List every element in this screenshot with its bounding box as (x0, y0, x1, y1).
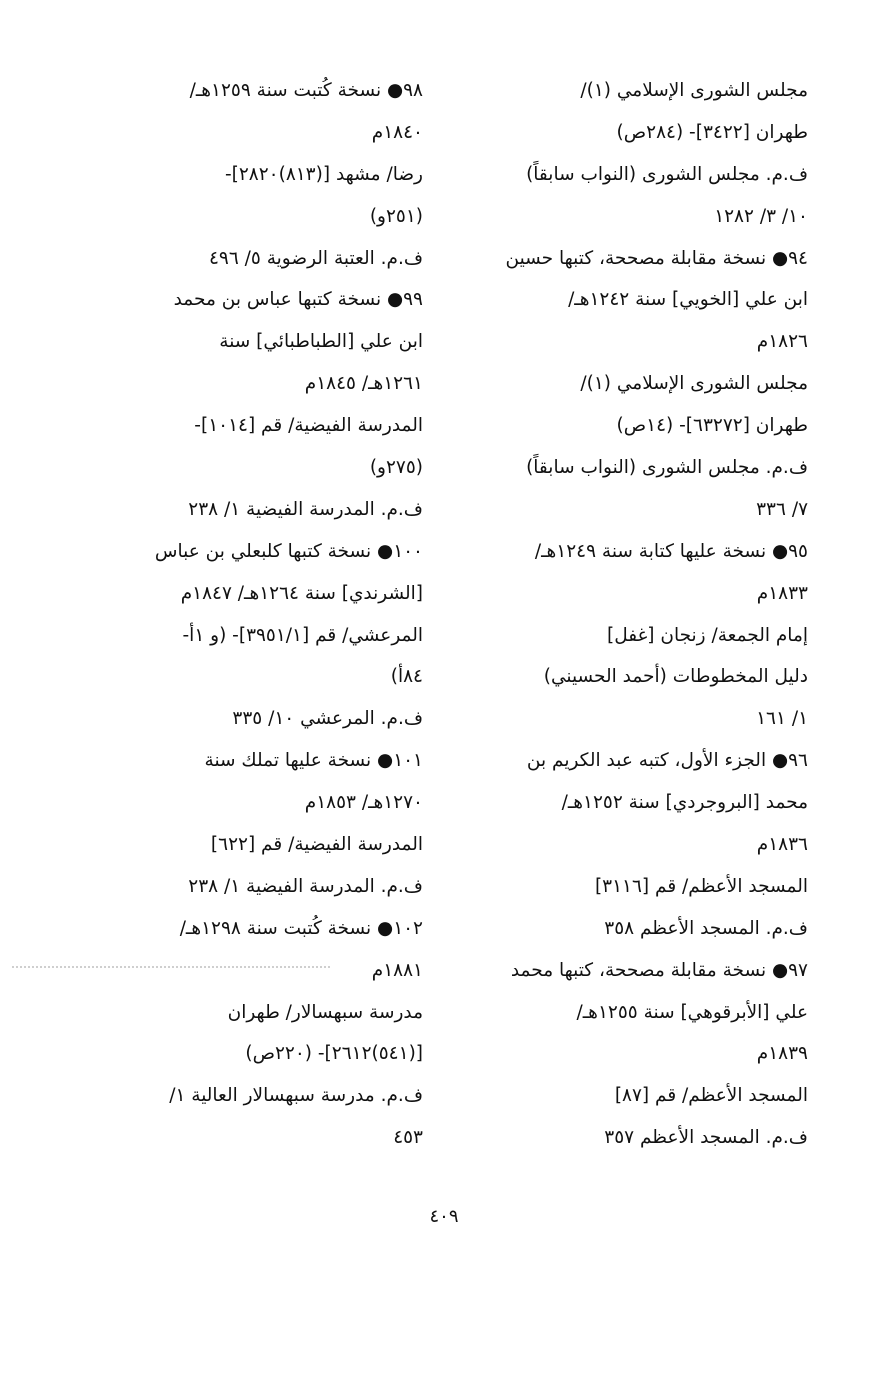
text-line: محمد [البروجردي] سنة ١٢٥٢هـ/ (561, 792, 808, 814)
entry-95-line: ٩٥● نسخة عليها كتابة سنة ١٢٤٩هـ/ (534, 540, 808, 562)
scan-artifact-dotted-line (12, 966, 330, 968)
text-line: ف.م. المسجد الأعظم ٣٥٧ (604, 1127, 808, 1149)
entry-100-line: ١٠٠● نسخة كتبها كلبعلي بن عباس (154, 540, 423, 562)
text-line: (٢٧٥و) (369, 457, 423, 479)
text-line: ف.م. المرعشي ١٠/ ٣٣٥ (232, 708, 423, 730)
text-line: ١٨٣٣م (756, 582, 808, 604)
text-line: ١٨٤٠م (371, 121, 423, 143)
text-line: ١٨٣٦م (756, 834, 808, 856)
entry-102-line: ١٠٢● نسخة كُتبت سنة ١٢٩٨هـ/ (179, 917, 423, 939)
text-line: ف.م. العتبة الرضوية ٥/ ٤٩٦ (208, 247, 423, 269)
left-column (80, 70, 423, 1159)
text-line: ف.م. المدرسة الفيضية ١/ ٢٣٨ (188, 875, 423, 897)
text-line: ١٠/ ٣/ ١٢٨٢ (714, 205, 808, 227)
text-line: ١٨٣٩م (756, 1043, 808, 1065)
entry-101-line: ١٠١● نسخة عليها تملك سنة (204, 750, 423, 772)
text-line: ف.م. المسجد الأعظم ٣٥٨ (604, 917, 808, 939)
text-line: المدرسة الفيضية/ قم [١٠١٤]- (194, 415, 423, 437)
text-line: ٧/ ٣٣٦ (756, 498, 808, 520)
text-line: ف.م. مجلس الشورى (النواب سابقاً) (526, 457, 808, 479)
text-line: ١٢٧٠هـ/ ١٨٥٣م (304, 792, 423, 814)
text-line: ٨٤أ) (390, 666, 423, 688)
text-line: (٢٥١و) (369, 205, 423, 227)
text-line: المسجد الأعظم/ قم [٣١١٦] (594, 875, 808, 897)
text-line: ابن علي [الخويي] سنة ١٢٤٢هـ/ (568, 289, 808, 311)
text-line: المدرسة الفيضية/ قم [٦٢٢] (210, 834, 423, 856)
text-line: ١٨٢٦م (756, 331, 808, 353)
text-line: المرعشي/ قم [٣٩٥١/١]- (و ١أ- (182, 624, 423, 646)
text-line: ف.م. مجلس الشورى (النواب سابقاً) (526, 163, 808, 185)
text-line: مجلس الشورى الإسلامي (١)/ (580, 80, 808, 101)
text-line: ف.م. مدرسة سبهسالار العالية ١/ (169, 1085, 423, 1107)
text-line: إمام الجمعة/ زنجان [غفل] (607, 624, 808, 646)
entry-96-line: ٩٦● الجزء الأول، كتبه عبد الكريم بن (526, 750, 808, 772)
text-line: [الشرندي] سنة ١٢٦٤هـ/ ١٨٤٧م (180, 582, 423, 604)
text-line: المسجد الأعظم/ قم [٨٧] (614, 1085, 808, 1107)
text-line: ابن علي [الطباطبائي] سنة (219, 331, 423, 353)
text-line: مجلس الشورى الإسلامي (١)/ (580, 373, 808, 395)
text-line: ١٢٦١هـ/ ١٨٤٥م (304, 373, 423, 395)
text-line: مدرسة سبهسالار/ طهران (227, 1001, 423, 1023)
text-line: طهران [٦٣٢٧٢]- (١٤ص) (616, 415, 808, 437)
text-line: دليل المخطوطات (أحمد الحسيني) (543, 666, 808, 688)
entry-94-line: ٩٤● نسخة مقابلة مصححة، كتبها حسين (505, 247, 808, 269)
text-line: ف.م. المدرسة الفيضية ١/ ٢٣٨ (188, 498, 423, 520)
text-line: رضا/ مشهد [(٨١٣)٢٨٢٠]- (224, 163, 423, 185)
right-column (468, 70, 808, 1159)
text-line: طهران [٣٤٢٢]- (٢٨٤ص) (616, 121, 808, 143)
text-line: علي [الأبرقوهي] سنة ١٢٥٥هـ/ (576, 1001, 808, 1023)
text-line: ١٨٨١م (371, 959, 423, 981)
entry-99-line: ٩٩● نسخة كتبها عباس بن محمد (173, 289, 423, 311)
page-number: ٤٠٩ (429, 1206, 459, 1227)
text-line: ١/ ١٦١ (756, 708, 808, 730)
text-line: [(٥٤١)٢٦١٢]- (٢٢٠ص) (245, 1043, 423, 1065)
entry-98-line: ٩٨● نسخة كُتبت سنة ١٢٥٩هـ/ (189, 80, 423, 101)
text-line: ٤٥٣ (393, 1127, 423, 1149)
entry-97-line: ٩٧● نسخة مقابلة مصححة، كتبها محمد (510, 959, 808, 981)
